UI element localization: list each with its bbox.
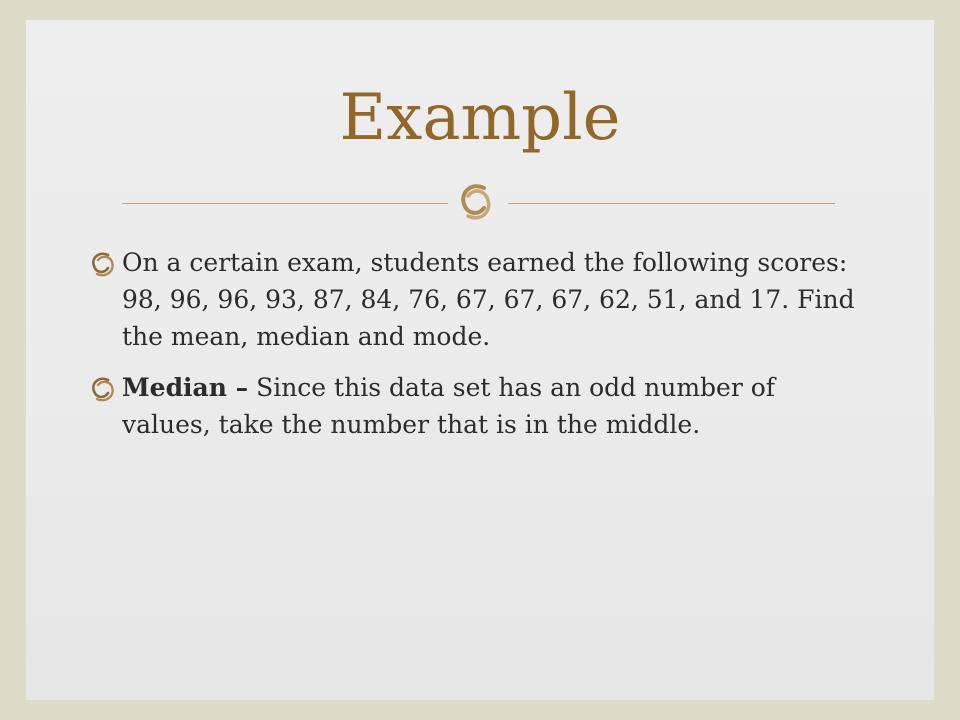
bullet-text [122, 369, 866, 443]
bullet-item [86, 369, 866, 443]
bullet-text [122, 244, 866, 355]
bullet-body: Since this data set has an odd number of values, take the number that is in the middle. [122, 373, 776, 439]
bullet-body: On a certain exam, students earned the following scores: 98, 96, 96, 93, 87, 84, 76, 67, 67, 67, 62, 51, and 17. Find the mean, median and mode. [122, 248, 855, 351]
slide-content [86, 244, 866, 457]
title-divider-left [122, 203, 448, 204]
bullet-ornament-icon [86, 372, 122, 408]
divider-ornament-icon [454, 180, 500, 224]
title-divider-right [508, 203, 835, 204]
bullet-lead: Median – [122, 373, 249, 402]
bullet-item [86, 244, 866, 355]
slide-title: Example [339, 81, 621, 155]
bullet-ornament-icon [86, 247, 122, 283]
